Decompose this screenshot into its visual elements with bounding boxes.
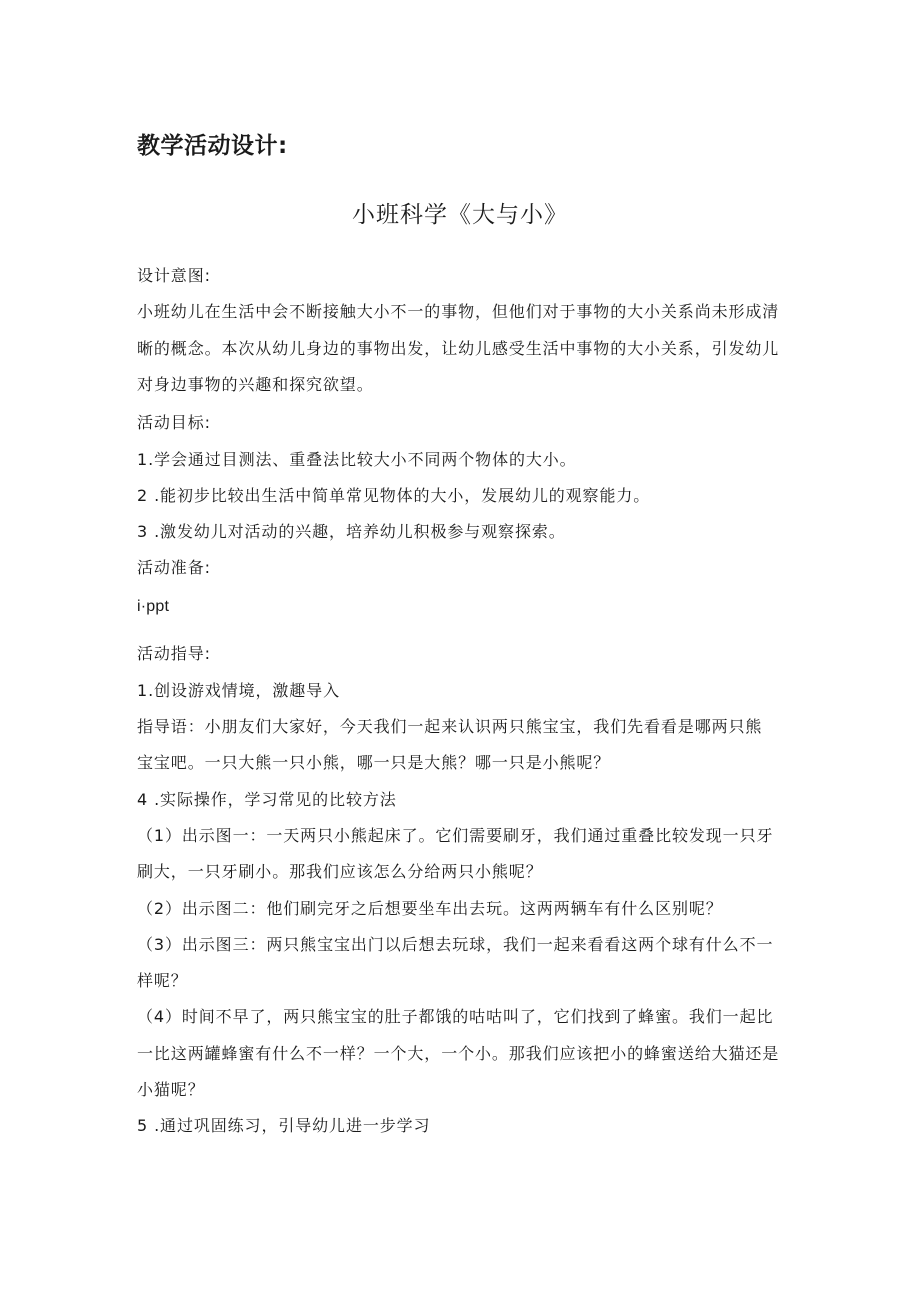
guidance-paragraph-line: 宝宝吧。一只大熊一只小熊，哪一只是大熊？哪一只是小熊呢？ [137,753,611,772]
goals-label: 活动目标: [137,413,211,432]
preparation-item: i·ppt [137,598,170,615]
guidance-paragraph-line: 样呢？ [137,971,188,990]
guidance-paragraph-line: （1）出示图一：一天两只小熊起床了。它们需要刷牙，我们通过重叠比较发现一只牙 [137,826,774,845]
guidance-paragraph-line: （4）时间不早了，两只熊宝宝的肚子都饿的咕咕叫了，它们找到了蜂蜜。我们一起比 [137,1007,774,1026]
guidance-paragraph-line: 刷大，一只牙刷小。那我们应该怎么分给两只小熊呢？ [137,862,543,881]
guidance-paragraph-line: 一比这两罐蜂蜜有什么不一样？一个大，一个小。那我们应该把小的蜂蜜送给大猫还是 [137,1044,780,1063]
document-heading: 教学活动设计: [137,133,288,159]
preparation-label: 活动准备: [137,558,211,577]
guidance-step-title: 1.创设游戏情境，激趣导入 [137,681,340,700]
guidance-paragraph-line: （3）出示图三：两只熊宝宝出门以后想去玩球，我们一起来看看这两个球有什么不一 [137,935,774,954]
design-intent-label: 设计意图: [137,266,211,285]
goal-item: 2 .能初步比较出生活中简单常见物体的大小，发展幼儿的观察能力。 [137,486,651,505]
guidance-label: 活动指导: [137,644,211,663]
lesson-title: 小班科学《大与小》 [352,202,568,228]
goal-item: 3 .激发幼儿对活动的兴趣，培养幼儿积极参与观察探索。 [137,522,566,541]
design-intent-line: 晰的概念。本次从幼儿身边的事物出发，让幼儿感受生活中事物的大小关系，引发幼儿 [137,339,780,358]
guidance-step-title: 5 .通过巩固练习，引导幼儿进一步学习 [137,1116,431,1135]
goal-item: 1.学会通过目测法、重叠法比较大小不同两个物体的大小。 [137,450,577,469]
guidance-paragraph-line: 小猫呢？ [137,1080,205,1099]
guidance-paragraph-line: （2）出示图二：他们刷完牙之后想要坐车出去玩。这两两辆车有什么区别呢？ [137,899,723,918]
design-intent-line: 对身边事物的兴趣和探究欲望。 [137,375,374,394]
design-intent-line: 小班幼儿在生活中会不断接触大小不一的事物，但他们对于事物的大小关系尚未形成清 [137,302,780,321]
guidance-paragraph-line: 指导语：小朋友们大家好，今天我们一起来认识两只熊宝宝，我们先看看是哪两只熊 [137,717,763,736]
guidance-step-title: 4 .实际操作，学习常见的比较方法 [137,790,397,809]
